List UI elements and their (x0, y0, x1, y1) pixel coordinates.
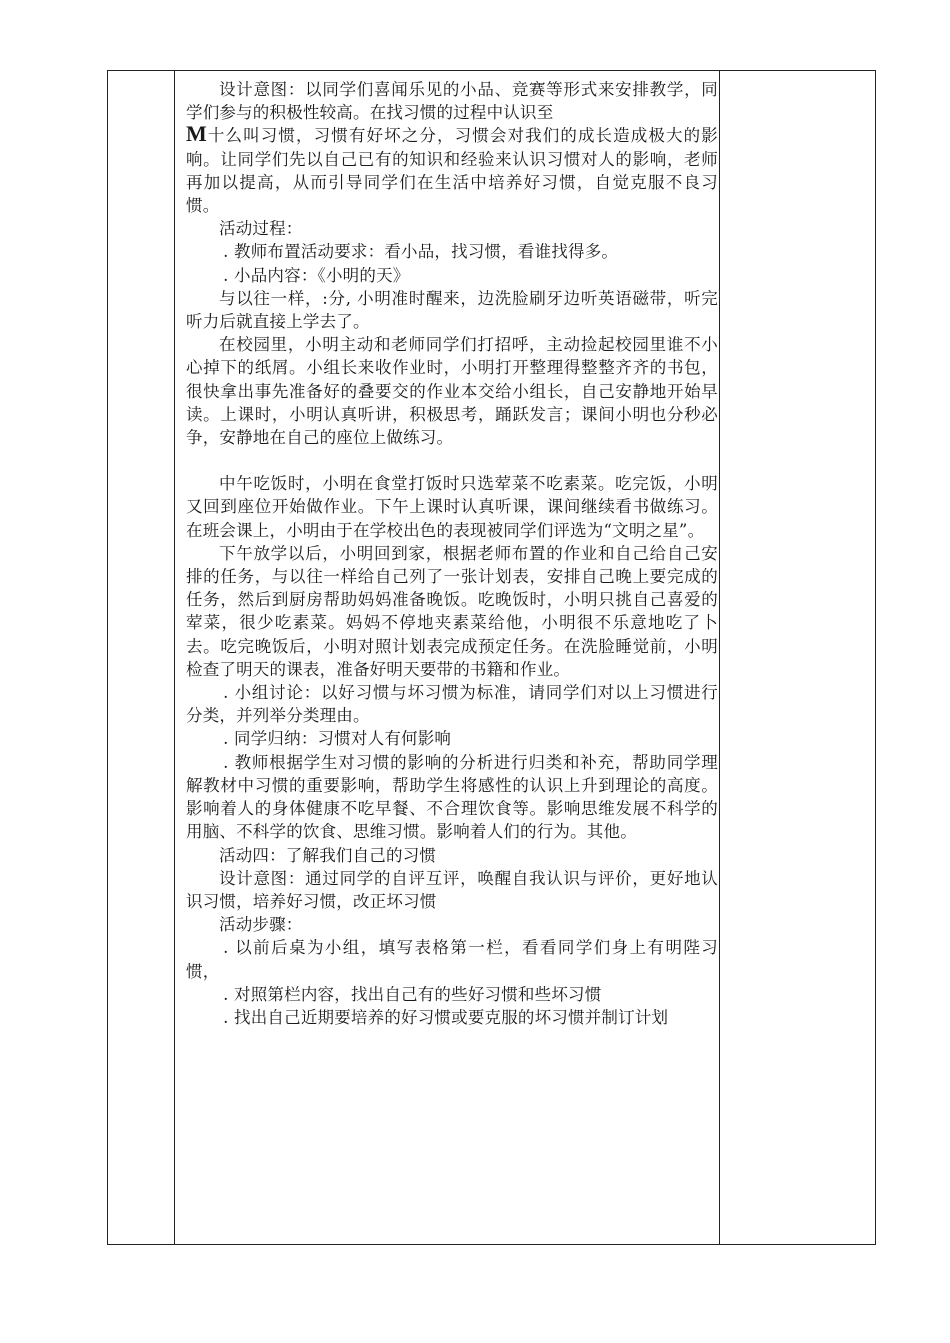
design-intent-2-paragraph: 设计意图：通过同学的自评互评，唤醒自我认识与评价，更好地认识习惯，培养好习惯，改正坏习惯 (186, 868, 718, 911)
design-intent-paragraph (186, 78, 718, 217)
skit-paragraph-4: 下午放学以后，小明回到家，根据老师布置的作业和自己给自己安排的任务，与以往一样给自己列了一张计划表，安排自己晚上要完成的任务，然后到厨房帮助妈妈准备晚饭。吃晚饭时，小明只挑自己喜爱的荤菜，很少吃素菜。妈妈不停地夹素菜给他，小明很不乐意地吃了卜去。吃完晚饭后，小明对照计划表完成预定任务。在洗脸睡觉前，小明检查了明天的课表，准备好明天要带的书籍和作业。 (186, 543, 718, 679)
paragraph-gap (186, 449, 718, 472)
step-2-item: . 对照第栏内容，找出自己有的些好习惯和些坏习惯 (223, 984, 602, 1004)
skit-paragraph-1: 与以往一样，:分, 小明准时醒来，边洗脸刷牙边听英语磁带，听完听力后就直接上学去了。 (186, 288, 718, 332)
lesson-content-cell (186, 78, 718, 1029)
column-divider-left (174, 71, 175, 1244)
large-letter-m: M (186, 121, 207, 147)
teacher-requirement-item: . 教师布置活动要求：看小品，找习惯，看谁找得多。 (223, 242, 619, 262)
student-summary-item: . 同学归纳：习惯对人有何影响 (223, 729, 452, 749)
skit-paragraph-3: 中午吃饭时，小明在食堂打饭时只选荤菜不吃素菜。吃完饭，小明又回到座位开始做作业。下午上课时认真听课，课间继续看书做练习。在班会课上，小明由于在学校出色的表现被同学们评选为“文明之星”。 (186, 474, 718, 540)
lesson-plan-table (107, 70, 876, 1245)
design-intent-text: 设计意图：以同学们喜闻乐见的小品、竞赛等形式来安排教学，同学们参与的积极性较高。在找习惯的过程中认识至 (186, 80, 718, 123)
design-intent-text-rest: 十么叫习惯，习惯有好坏之分，习惯会对我们的成长造成极大的影响。让同学们先以自己已有的知识和经验来认识习惯对人的影响，老师再加以提高，从而引导同学们在生活中培养好习惯，自觉克服不良习惯。 (186, 126, 718, 216)
activity-four-title: 活动四：了解我们自己的习惯 (219, 845, 437, 865)
group-discussion-item: . 小组讨论：以好习惯与坏习惯为标准，请同学们对以上习惯进行分类，并列举分类理由。 (186, 683, 718, 726)
skit-content-item: . 小品内容：《小明的天》 (223, 265, 410, 285)
steps-title: 活动步骤： (219, 915, 303, 935)
column-divider-right (719, 71, 720, 1244)
skit-paragraph-2: 在校园里，小明主动和老师同学们打招呼，主动捡起校园里谁不小心掉下的纸屑。小组长来收作业时，小明打开整理得整整齐齐的书包，很快拿出事先准备好的叠要交的作业本交给小组长，自己安静地开始早读。上课时，小明认真听讲，积极思考，踊跃发言；课间小明也分秒必争，安静地在自己的座位上做练习。 (186, 335, 718, 448)
step-3-item: . 找出自己近期要培养的好习惯或要克服的坏习惯并制订计划 (223, 1007, 669, 1027)
teacher-summary-item: . 教师根据学生对习惯的影响的分析进行归类和补充，帮助同学理解教材中习惯的重要影响，帮助学生将感性的认识上升到理论的高度。影响着人的身体健康不吃早餐、不合理饮食等。影响思维发展不科学的用脑、不科学的饮食、思维习惯。影响着人们的行为。其他。 (186, 752, 718, 842)
step-1-item: . 以前后桌为小组，填写表格第一栏，看看同学们身上有明陛习惯， (186, 938, 718, 981)
process-title: 活动过程： (219, 219, 303, 239)
